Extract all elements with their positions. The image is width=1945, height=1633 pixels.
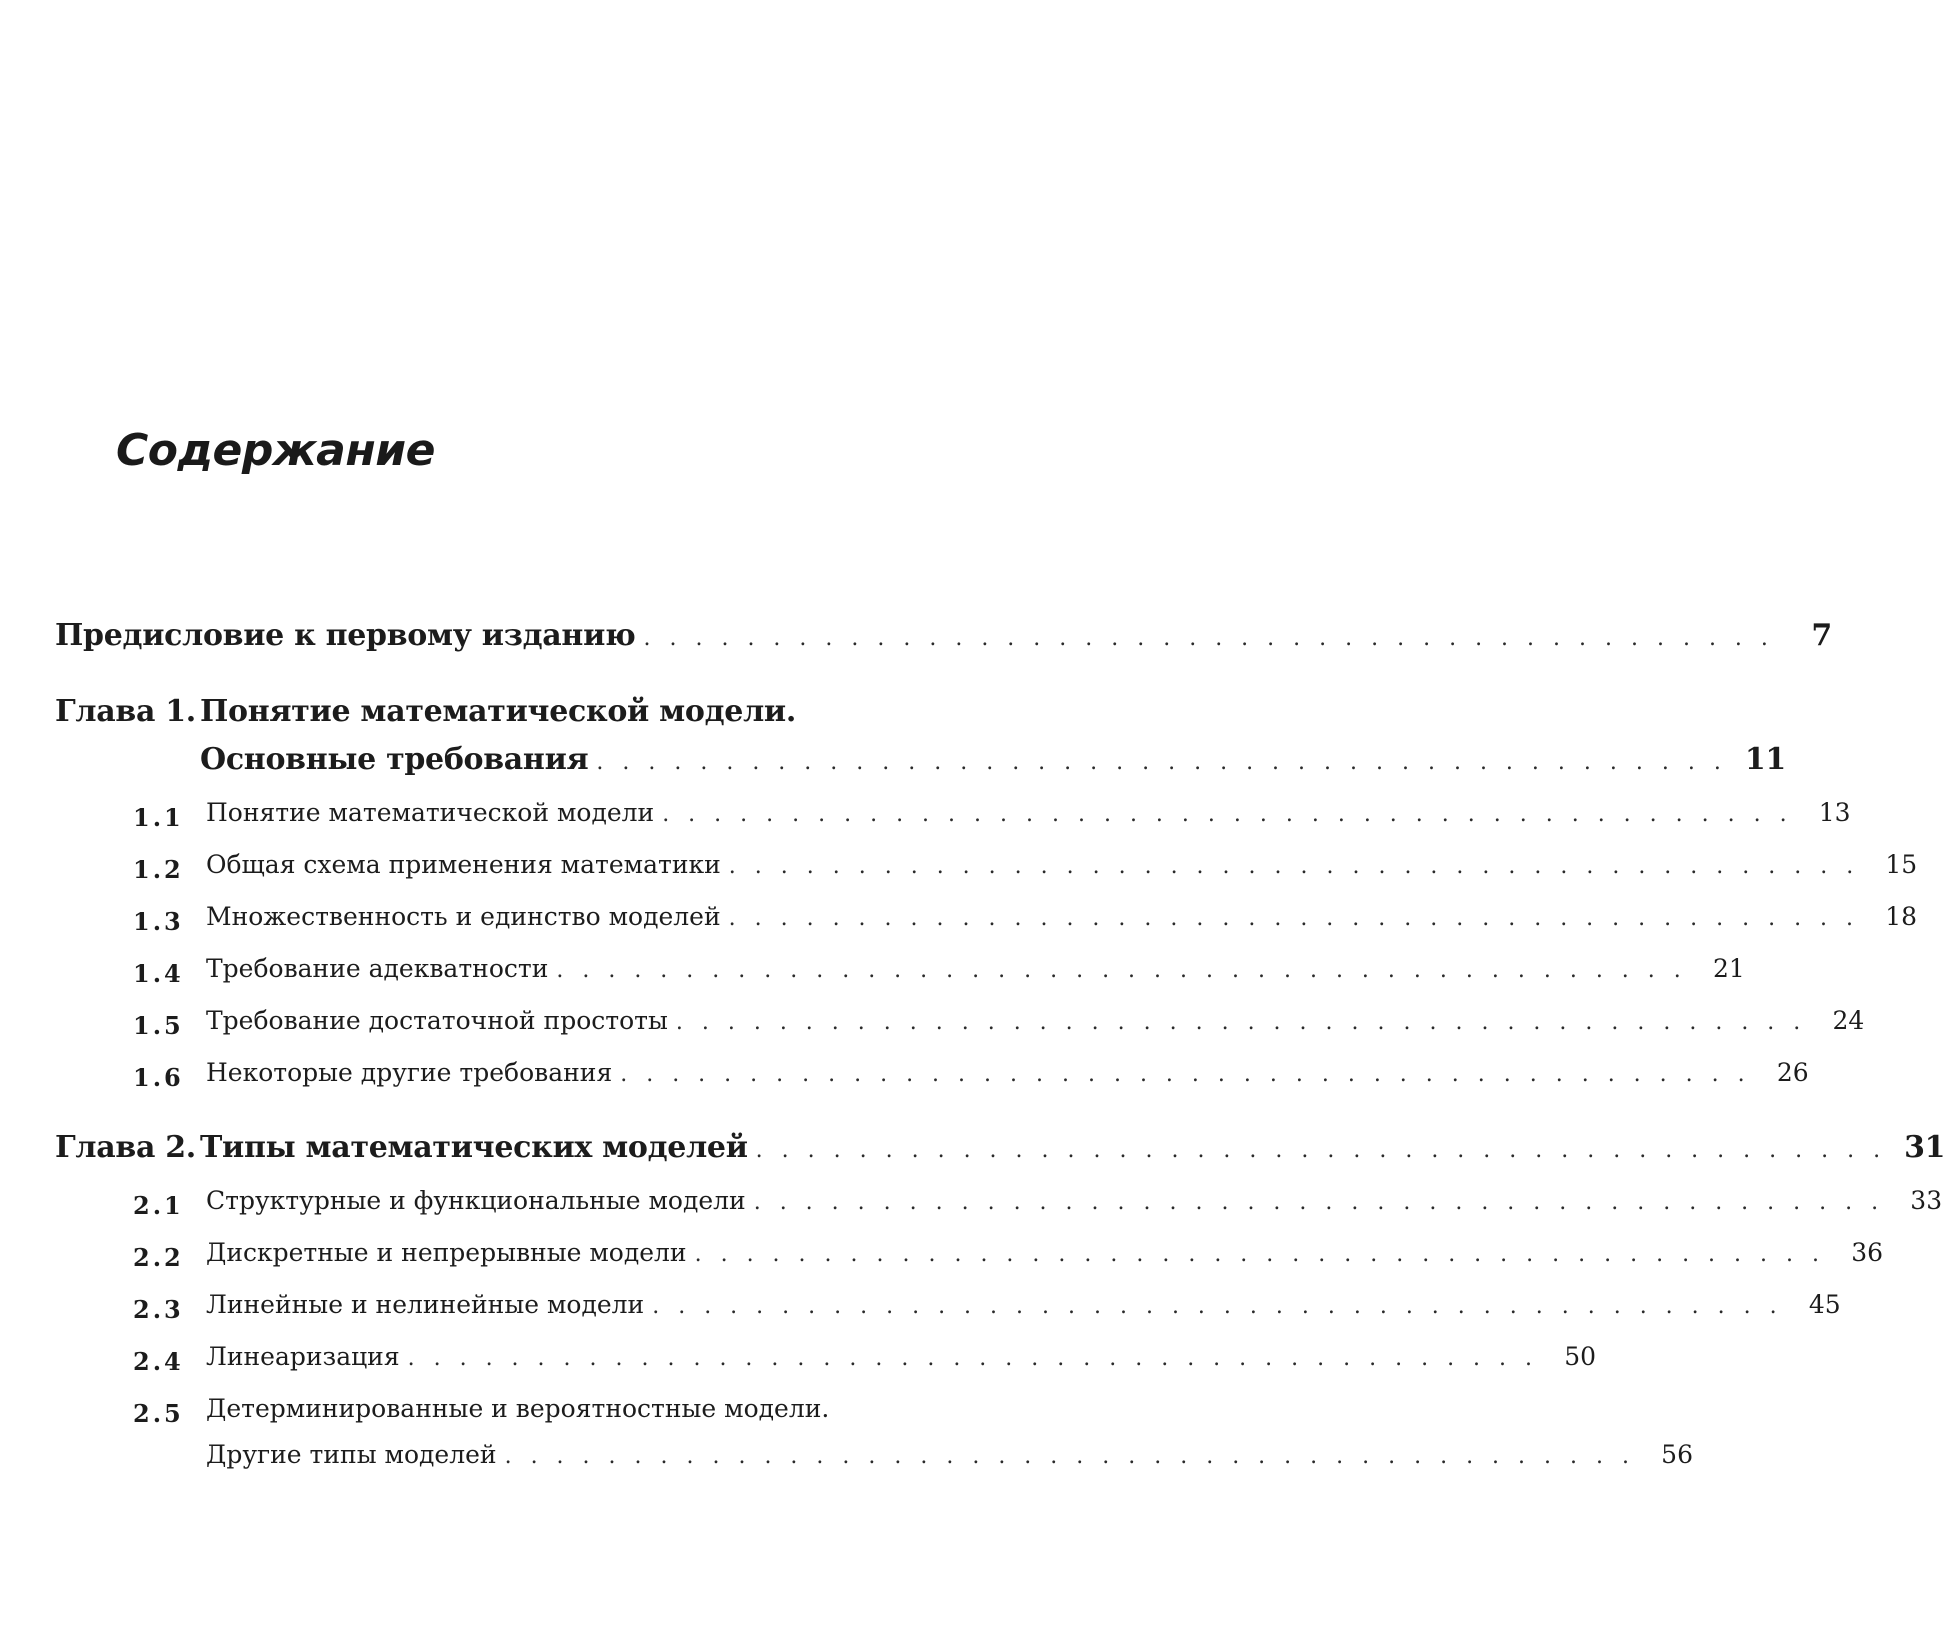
dot-leader: . . . . . . . . . . . . . . . . . . . . . . . . . . . . . . . . . . . . . . . . . . . . xyxy=(675,1010,1807,1035)
toc-entry-section[interactable] xyxy=(206,1238,1883,1278)
dot-leader: . . . . . . . . . . . . . . . . . . . . . . . . . . . . . . . . . . . . . . . . . . . . xyxy=(753,1190,1885,1215)
dot-leader: . . . . . . . . . . . . . . . . . . . . . . . . . . . . . . . . . . . . . . . . . . . . xyxy=(694,1242,1825,1267)
page-number: 13 xyxy=(1818,798,1851,827)
page-number: 18 xyxy=(1885,902,1918,931)
toc-entry-text: Дискретные и непрерывные модели xyxy=(206,1238,687,1267)
page-number: 21 xyxy=(1712,954,1745,983)
toc-entry-section[interactable] xyxy=(206,1186,1943,1226)
toc-entry-text: Структурные и функциональные модели xyxy=(206,1186,746,1215)
page-number: 56 xyxy=(1661,1440,1693,1469)
section-number: 1.6 xyxy=(133,1063,184,1092)
toc-entry-text: Основные требования xyxy=(200,742,589,777)
toc-entry-preface[interactable] xyxy=(55,618,1832,658)
section-number: 1.5 xyxy=(133,1011,184,1040)
section-number: 2.1 xyxy=(133,1191,184,1220)
page-number: 7 xyxy=(1811,618,1832,653)
page-number: 15 xyxy=(1885,850,1918,879)
page-number: 24 xyxy=(1832,1006,1865,1035)
dot-leader: . . . . . . . . . . . . . . . . . . . . . . . . . . . . . . . . . . . . . . . . . . . . xyxy=(728,906,1860,931)
page-title: Содержание xyxy=(116,425,435,476)
page-number: 11 xyxy=(1744,742,1786,777)
toc-entry-text: Некоторые другие требования xyxy=(206,1058,613,1087)
page-number: 26 xyxy=(1776,1058,1809,1087)
toc-entry-text: Предисловие к первому изданию xyxy=(55,618,636,653)
chapter-label: Глава 2. xyxy=(55,1130,196,1165)
toc-entry-chapter-2[interactable] xyxy=(200,1130,1945,1170)
dot-leader: . . . . . . . . . . . . . . . . . . . . . . . . . . . . . . . . . . . . . . . . . . . . xyxy=(407,1346,1539,1371)
dot-leader: . . . . . . . . . . . . . . . . . . . . . . . . . . . . . . . . . . . . . . . . . . . . xyxy=(643,626,1774,651)
dot-leader: . . . . . . . . . . . . . . . . . . . . . . . . . . . . . . . . . . . . . . . . . . . . xyxy=(556,958,1687,983)
dot-leader: . . . . . . . . . . . . . . . . . . . . . . . . . . . . . . . . . . . . . . . . . . . . xyxy=(755,1138,1887,1163)
dot-leader: . . . . . . . . . . . . . . . . . . . . . . . . . . . . . . . . . . . . . . . . . . . . xyxy=(652,1294,1783,1319)
toc-entry-text: Требование достаточной простоты xyxy=(206,1006,668,1035)
section-number: 2.2 xyxy=(133,1243,184,1272)
page-number: 36 xyxy=(1851,1238,1883,1267)
section-number: 1.2 xyxy=(133,855,184,884)
toc-entry-section[interactable] xyxy=(206,1006,1865,1046)
dot-leader: . . . . . . . . . . . . . . . . . . . . . . . . . . . . . . . . . . . . . . . . . . . . xyxy=(596,750,1727,775)
toc-entry-section[interactable] xyxy=(206,850,1918,890)
dot-leader: . . . . . . . . . . . . . . . . . . . . . . . . . . . . . . . . . . . . . . . . . . . . xyxy=(504,1444,1635,1469)
section-number: 1.4 xyxy=(133,959,184,988)
toc-entry-section[interactable] xyxy=(206,954,1745,994)
chapter-label: Глава 1. xyxy=(55,694,196,729)
page-number: 45 xyxy=(1808,1290,1841,1319)
section-number: 2.3 xyxy=(133,1295,184,1324)
toc-entry-text: Линеаризация xyxy=(206,1342,400,1371)
toc-entry-chapter-1[interactable] xyxy=(200,742,1786,782)
chapter-title-line[interactable]: Понятие математической модели. xyxy=(200,694,797,729)
dot-leader: . . . . . . . . . . . . . . . . . . . . . . . . . . . . . . . . . . . . . . . . . . . . xyxy=(662,802,1793,827)
toc-entry-section[interactable] xyxy=(206,1440,1693,1480)
section-number: 2.4 xyxy=(133,1347,184,1376)
toc-entry-text: Линейные и нелинейные модели xyxy=(206,1290,645,1319)
page-number: 50 xyxy=(1564,1342,1597,1371)
section-number: 1.1 xyxy=(133,803,184,832)
toc-entry-section[interactable] xyxy=(206,902,1918,942)
page-number: 31 xyxy=(1904,1130,1945,1165)
toc-entry-section[interactable] xyxy=(206,798,1851,838)
toc-entry-text: Понятие математической модели xyxy=(206,798,655,827)
section-number: 2.5 xyxy=(133,1399,184,1428)
toc-entry-text-line[interactable]: Детерминированные и вероятностные модели. xyxy=(206,1394,830,1423)
toc-entry-section[interactable] xyxy=(206,1342,1597,1382)
toc-entry-section[interactable] xyxy=(206,1058,1809,1098)
toc-entry-text: Множественность и единство моделей xyxy=(206,902,721,931)
toc-entry-text: Общая схема применения математики xyxy=(206,850,721,879)
toc-entry-text: Требование адекватности xyxy=(206,954,549,983)
toc-entry-text: Типы математических моделей xyxy=(200,1130,748,1165)
dot-leader: . . . . . . . . . . . . . . . . . . . . . . . . . . . . . . . . . . . . . . . . . . . . xyxy=(620,1062,1751,1087)
toc-entry-text: Другие типы моделей xyxy=(206,1440,497,1469)
dot-leader: . . . . . . . . . . . . . . . . . . . . . . . . . . . . . . . . . . . . . . . . . . . . xyxy=(728,854,1860,879)
toc-entry-section[interactable] xyxy=(206,1290,1841,1330)
section-number: 1.3 xyxy=(133,907,184,936)
page-number: 33 xyxy=(1910,1186,1943,1215)
